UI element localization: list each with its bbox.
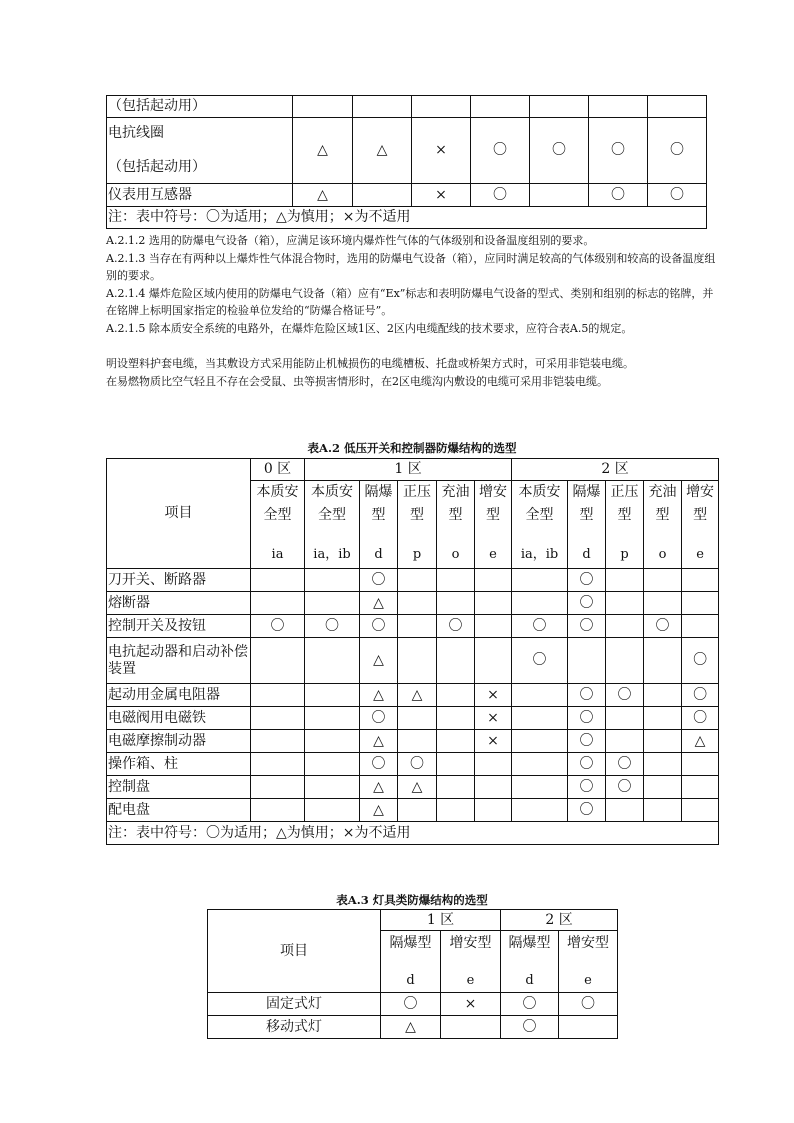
type-code: d [525, 973, 534, 988]
type-header [437, 481, 475, 569]
table-cell: × [412, 184, 471, 207]
table-cell [251, 569, 305, 592]
table-row [107, 118, 707, 184]
paragraph: A.2.1.3 当存在有两种以上爆炸性气体混合物时，选用的防爆电气设备（箱），应同时满足较高的气体级别和较高的设备温度组别的要求。 [106, 251, 716, 283]
table-cell: × [475, 730, 512, 753]
table-cell [606, 707, 644, 730]
table-cell [305, 730, 360, 753]
paragraph: A.2.1.5 除本质安全系统的电路外，在爆炸危险区域1区、2区内电缆配线的技术要求，应符合表A.5的规定。 [106, 322, 633, 335]
table-cell [512, 592, 568, 615]
table-cell [512, 799, 568, 822]
table-cell: 移动式灯 [208, 1016, 381, 1039]
table-cell: 〇 [644, 615, 682, 638]
table-cell [412, 96, 471, 118]
table-cell [512, 753, 568, 776]
table-cell: △ [360, 776, 398, 799]
type-header [501, 931, 559, 993]
type-name: 充油型 [441, 484, 470, 523]
table-cell [437, 799, 475, 822]
table-cell [437, 707, 475, 730]
type-name: 本质安全型 [311, 484, 353, 523]
table-cell: △ [360, 638, 398, 684]
table-row [107, 799, 719, 822]
table-cell: 〇 [360, 615, 398, 638]
table-cell: 〇 [568, 615, 606, 638]
table-cell [606, 592, 644, 615]
table-cell: 〇 [471, 184, 530, 207]
table-row [208, 993, 618, 1016]
table-cell: 固定式灯 [208, 993, 381, 1016]
table-cell: 〇 [606, 684, 644, 707]
table-cell [530, 96, 589, 118]
type-code: o [451, 547, 460, 562]
table-cell: △ [398, 684, 437, 707]
type-header [381, 931, 441, 993]
table-cell: 电抗线圈 （包括起动用） [107, 118, 293, 184]
table-cell: 〇 [648, 118, 707, 184]
table-cell [682, 776, 719, 799]
table-cell [682, 799, 719, 822]
table-cell: 〇 [360, 569, 398, 592]
table-cell [305, 684, 360, 707]
table-cell: △ [360, 592, 398, 615]
table-cell [251, 707, 305, 730]
table-a2-caption: 表A.2 低压开关和控制器防爆结构的选型 [307, 441, 517, 455]
table-cell [568, 638, 606, 684]
table-cell [437, 569, 475, 592]
legend-note: 注：表中符号：〇为适用；△为慎用；×为不适用 [107, 822, 719, 845]
table-cell: △ [682, 730, 719, 753]
table-cell: △ [353, 118, 412, 184]
table-row [107, 615, 719, 638]
table-a3 [207, 909, 618, 1039]
type-code: e [489, 547, 497, 562]
table-cell: 刀开关、断路器 [107, 569, 251, 592]
paragraph: 在易燃物质比空气轻且不存在会受鼠、虫等损害情形时，在2区电缆沟内敷设的电缆可采用非铠装电缆。 [106, 374, 608, 388]
table-cell: 〇 [381, 993, 441, 1016]
table-cell: 〇 [360, 753, 398, 776]
zone-header-row [107, 459, 719, 481]
table-cell: 〇 [568, 684, 606, 707]
type-name: 增安型 [567, 935, 610, 951]
table-cell [644, 684, 682, 707]
table-cell [475, 592, 512, 615]
table-cell: 〇 [568, 776, 606, 799]
table-cell [682, 569, 719, 592]
table-cell: 〇 [606, 753, 644, 776]
table-row [107, 569, 719, 592]
table-cell [682, 592, 719, 615]
type-code: ia [271, 547, 284, 562]
zone-header: 1 区 [381, 910, 501, 931]
table-cell [305, 707, 360, 730]
type-code: e [466, 973, 475, 988]
legend-row [107, 822, 719, 845]
table-cell [644, 707, 682, 730]
table-cell [512, 684, 568, 707]
table-a1-continued [106, 95, 707, 229]
type-name: 正压型 [610, 484, 639, 523]
table-cell [398, 638, 437, 684]
table-cell [475, 569, 512, 592]
type-code: e [696, 547, 704, 562]
table-cell: 电磁摩擦制动器 [107, 730, 251, 753]
table-cell [606, 569, 644, 592]
table-cell [437, 753, 475, 776]
table-cell: 〇 [606, 776, 644, 799]
paragraph: A.2.1.4 爆炸危险区域内使用的防爆电气设备（箱）应有“Ex”标志和表明防爆电气设备的型式、类别和组别的标志的铭牌，并在铭牌上标明国家指定的检验单位发给的“防爆合格证号”。 [106, 286, 714, 318]
paragraph: A.2.1.2 选用的防爆电气设备（箱），应满足该环境内爆炸性气体的气体级别和设备温度组别的要求。 [106, 234, 595, 247]
table-cell: △ [360, 684, 398, 707]
table-cell [353, 184, 412, 207]
type-code: o [658, 547, 667, 562]
table-cell [648, 96, 707, 118]
type-name: 本质安全型 [518, 484, 561, 523]
table-cell: 〇 [568, 707, 606, 730]
table-cell: × [441, 993, 501, 1016]
type-code: e [584, 973, 592, 988]
table-cell [644, 799, 682, 822]
paragraph: 明设塑料护套电缆，当其敷设方式采用能防止机械损伤的电缆槽板、托盘或桥架方式时，可采用非铠装电缆。 [106, 357, 634, 371]
table-cell: 〇 [501, 1016, 559, 1039]
table-cell: 〇 [512, 615, 568, 638]
table-cell [475, 615, 512, 638]
table-cell: 电抗起动器和启动补偿装置 [107, 638, 251, 684]
table-cell: △ [293, 118, 353, 184]
table-cell [251, 776, 305, 799]
table-cell: （包括起动用） [107, 96, 293, 118]
table-cell [353, 96, 412, 118]
table-cell [682, 753, 719, 776]
table-cell [398, 615, 437, 638]
table-cell: 〇 [501, 993, 559, 1016]
table-cell [682, 615, 719, 638]
table-row [107, 184, 707, 207]
table-cell: 控制盘 [107, 776, 251, 799]
table-row [107, 684, 719, 707]
table-cell: × [475, 707, 512, 730]
table-cell [398, 592, 437, 615]
zone-header: 2 区 [512, 459, 719, 481]
type-header [606, 481, 644, 569]
table-cell: 〇 [360, 707, 398, 730]
table-row [107, 707, 719, 730]
type-name: 本质安全型 [256, 484, 299, 523]
type-header [305, 481, 360, 569]
table-cell: 〇 [682, 707, 719, 730]
table-cell: 操作箱、柱 [107, 753, 251, 776]
table-cell: 〇 [589, 118, 648, 184]
table-cell: 〇 [568, 569, 606, 592]
table-cell: 〇 [559, 993, 618, 1016]
type-name: 增安型 [479, 484, 508, 523]
table-cell [251, 753, 305, 776]
table-cell [437, 638, 475, 684]
table-cell [251, 684, 305, 707]
type-code: d [406, 973, 415, 988]
table-cell: 〇 [251, 615, 305, 638]
table-cell [559, 1016, 618, 1039]
type-header [441, 931, 501, 993]
table-cell: 〇 [305, 615, 360, 638]
table-cell: 〇 [568, 753, 606, 776]
table-row [107, 592, 719, 615]
table-cell: 〇 [437, 615, 475, 638]
table-a2 [106, 458, 719, 845]
type-header [568, 481, 606, 569]
table-cell: × [412, 118, 471, 184]
table-cell [251, 592, 305, 615]
zone-header: 2 区 [501, 910, 618, 931]
table-cell [644, 569, 682, 592]
table-cell [644, 730, 682, 753]
table-cell: 控制开关及按钮 [107, 615, 251, 638]
table-cell [475, 776, 512, 799]
table-cell: 〇 [471, 118, 530, 184]
table-cell [293, 96, 353, 118]
table-cell: 起动用金属电阻器 [107, 684, 251, 707]
table-cell [530, 184, 589, 207]
type-code: p [412, 547, 422, 562]
table-cell [441, 1016, 501, 1039]
type-header [682, 481, 719, 569]
table-cell [305, 592, 360, 615]
type-name: 充油型 [648, 484, 677, 523]
table-cell [305, 638, 360, 684]
type-name: 隔爆型 [364, 484, 393, 523]
table-cell: 〇 [512, 638, 568, 684]
table-cell: 〇 [530, 118, 589, 184]
table-cell [437, 684, 475, 707]
table-cell: 〇 [398, 753, 437, 776]
legend-row [107, 207, 707, 229]
type-code: d [374, 547, 383, 562]
table-cell: 配电盘 [107, 799, 251, 822]
type-name: 隔爆型 [508, 935, 551, 951]
zone-header: 1 区 [305, 459, 512, 481]
table-cell: △ [398, 776, 437, 799]
type-code: p [620, 547, 629, 562]
table-cell [512, 730, 568, 753]
table-cell [437, 730, 475, 753]
table-cell [398, 730, 437, 753]
table-cell [589, 96, 648, 118]
table-cell: × [475, 684, 512, 707]
table-cell [251, 730, 305, 753]
table-row [107, 730, 719, 753]
table-cell [475, 638, 512, 684]
table-cell: 〇 [682, 638, 719, 684]
table-cell [398, 569, 437, 592]
type-header [644, 481, 682, 569]
type-name: 隔爆型 [389, 935, 432, 951]
table-cell: △ [360, 799, 398, 822]
item-header: 项目 [107, 459, 251, 569]
table-cell [475, 753, 512, 776]
item-header: 项目 [208, 910, 381, 993]
table-cell: △ [360, 730, 398, 753]
type-header [512, 481, 568, 569]
table-cell [251, 638, 305, 684]
table-cell [606, 730, 644, 753]
table-cell: 仪表用互感器 [107, 184, 293, 207]
type-name: 隔爆型 [572, 484, 601, 523]
table-cell: 熔断器 [107, 592, 251, 615]
table-cell [644, 638, 682, 684]
table-cell: 〇 [568, 592, 606, 615]
table-cell [437, 592, 475, 615]
type-name: 增安型 [449, 935, 492, 951]
type-header [398, 481, 437, 569]
type-name: 正压型 [403, 484, 431, 523]
type-code: d [582, 547, 591, 562]
table-cell: △ [293, 184, 353, 207]
table-cell: 〇 [568, 799, 606, 822]
type-header [251, 481, 305, 569]
table-cell: 〇 [648, 184, 707, 207]
table-cell [305, 569, 360, 592]
table-cell [512, 569, 568, 592]
table-row [107, 638, 719, 684]
table-cell [606, 638, 644, 684]
table-cell: 电磁阀用电磁铁 [107, 707, 251, 730]
table-cell: 〇 [682, 684, 719, 707]
table-cell [251, 799, 305, 822]
table-cell [644, 753, 682, 776]
zone-header-row [208, 910, 618, 931]
legend-note: 注：表中符号：〇为适用；△为慎用；×为不适用 [107, 207, 707, 229]
type-code: ia，ib [313, 547, 351, 562]
table-cell: 〇 [589, 184, 648, 207]
type-header [559, 931, 618, 993]
table-cell [512, 707, 568, 730]
type-header [360, 481, 398, 569]
table-cell: 〇 [568, 730, 606, 753]
table-cell [305, 799, 360, 822]
table-cell [305, 753, 360, 776]
table-cell [398, 799, 437, 822]
table-cell [471, 96, 530, 118]
table-cell [512, 776, 568, 799]
type-name: 增安型 [686, 484, 715, 523]
table-cell [398, 707, 437, 730]
table-row [208, 1016, 618, 1039]
zone-header: 0 区 [251, 459, 305, 481]
table-row [107, 753, 719, 776]
table-cell [475, 799, 512, 822]
table-cell [644, 776, 682, 799]
table-row [107, 96, 707, 118]
table-cell: △ [381, 1016, 441, 1039]
table-cell [606, 799, 644, 822]
table-cell [606, 615, 644, 638]
table-cell [305, 776, 360, 799]
table-cell [644, 592, 682, 615]
table-a3-caption: 表A.3 灯具类防爆结构的选型 [336, 893, 488, 907]
table-cell [437, 776, 475, 799]
type-code: ia，ib [520, 547, 559, 562]
table-row [107, 776, 719, 799]
type-header [475, 481, 512, 569]
